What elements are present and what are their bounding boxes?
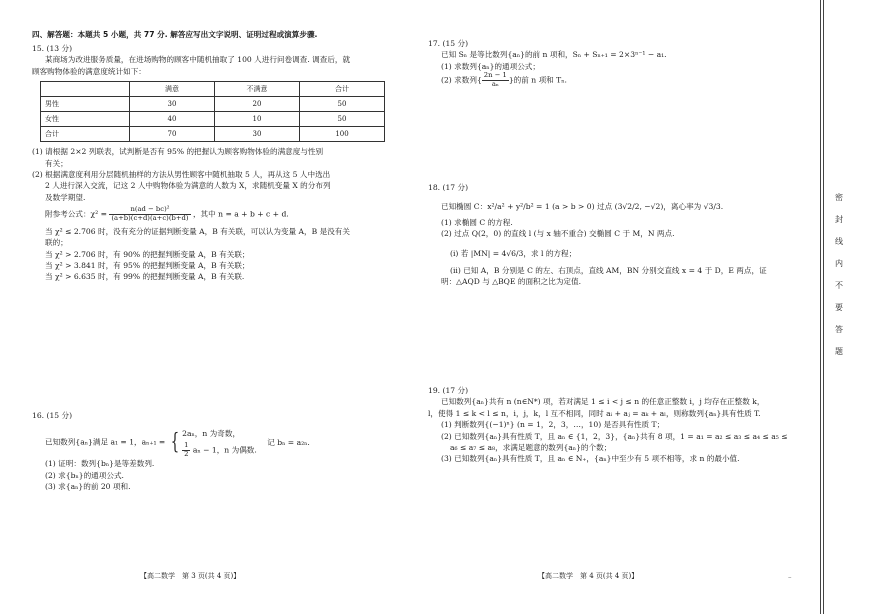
table-cell: 100 <box>300 127 385 142</box>
table-header-cell: 不满意 <box>215 82 300 97</box>
q17-part2-suffix: }的前 n 项和 Tₙ. <box>508 75 567 85</box>
q15-formula <box>32 206 418 223</box>
binding-char: 答 <box>835 325 843 334</box>
q19-part2-line-1: (2) 已知数列{aₙ}具有性质 T，且 aₙ ∈ {1，2，3}，{aₙ}共有 8 项，1 = a₁ = a₂ ≤ a₃ ≤ a₄ ≤ a₅ ≤ <box>441 431 788 441</box>
q19-number: 19. (17 分) <box>428 386 469 395</box>
q18-number: 18. (17 分) <box>428 183 469 192</box>
q18-part2-ii-line-1: (ⅱ) 已知 A，B 分别是 C 的左、右顶点，直线 AM，BN 分别交直线 x = 4 于 D，E 两点，证 <box>450 265 767 275</box>
question-17 <box>428 38 800 89</box>
q18-part2: (2) 过点 Q(2，0) 的直线 l (与 x 轴不重合) 交椭圆 C 于 M，N 两点. <box>441 229 675 239</box>
table-row <box>41 127 385 142</box>
q15-reference-line-1: 当 χ² ≤ 2.706 时，没有充分的证据判断变量 A，B 有关联，可以认为变量 A，B 是没有关 <box>45 226 350 236</box>
table-header-cell: 合计 <box>300 82 385 97</box>
q19-stem-line-1: 已知数列{aₙ}共有 n (n∈N*) 项，若对满足 1 ≤ i < j ≤ n 的任意正整数 i，j 均存在正整数 k， <box>441 397 765 407</box>
q16-case-2-text: aₙ − 1，n 为偶数. <box>192 445 257 455</box>
q15-part2-line-2: 2 人进行深入交流，记这 2 人中购物体验为满意的人数为 X，求随机变量 X 的分布列 <box>45 181 331 191</box>
q18-part1: (1) 求椭圆 C 的方程. <box>441 217 513 227</box>
q16-stem-prefix: 已知数列{aₙ}满足 a₁ = 1，aₙ₊₁ = <box>45 437 166 447</box>
question-16 <box>32 410 418 493</box>
table-row <box>41 97 385 112</box>
left-page <box>0 0 418 614</box>
table-cell: 30 <box>130 97 215 112</box>
binding-strip <box>800 0 870 614</box>
table-header-cell <box>41 82 130 97</box>
q15-reference-line-4: 当 χ² > 3.841 时，有 95% 的把握判断变量 A，B 有关联； <box>45 260 250 270</box>
q15-intro-line-1: 某商场为改进服务质量，在进场购物的顾客中随机抽取了 100 人进行问卷调查. 调查后，就 <box>45 55 351 65</box>
binding-line <box>820 0 821 614</box>
left-brace-icon: { <box>170 429 179 455</box>
table-cell: 合计 <box>41 127 130 142</box>
q15-reference-line-3: 当 χ² > 2.706 时，有 90% 的把握判断变量 A，B 有关联； <box>45 249 250 259</box>
binding-line <box>823 0 824 614</box>
half-denominator: 2 <box>184 449 189 458</box>
q15-part1-line-2: 有关； <box>45 158 68 168</box>
survey-table <box>40 81 385 142</box>
table-cell: 女性 <box>41 112 130 127</box>
footer-left: 【高二数学 第 3 页(共 4 页)】 <box>140 572 241 580</box>
table-cell: 50 <box>300 97 385 112</box>
binding-char: 内 <box>835 259 843 268</box>
q17-fraction <box>482 72 509 89</box>
q16-number: 16. (15 分) <box>32 411 73 420</box>
table-cell: 20 <box>215 97 300 112</box>
q16-case-1: 2aₙ，n 为奇数， <box>182 429 241 439</box>
q19-part3: (3) 已知数列{aₙ}具有性质 T，且 aₙ ∈ N₊，{aₙ}中至少有 5 项不相等，求 n 的最小值. <box>441 454 740 464</box>
q16-case-2 <box>182 442 257 459</box>
q15-reference-line-2: 联的； <box>45 238 68 248</box>
binding-text <box>832 192 846 368</box>
footer-right: 【高二数学 第 4 页(共 4 页)】 <box>538 572 639 580</box>
table-cell: 30 <box>215 127 300 142</box>
q16-stem-suffix: 记 bₙ = a₂ₙ. <box>267 437 310 447</box>
q17-part1: (1) 求数列{aₙ}的通项公式； <box>441 61 540 71</box>
q16-part1: (1) 证明：数列{bₙ}是等差数列. <box>45 459 155 469</box>
table-cell: 男性 <box>41 97 130 112</box>
section-header: 四、解答题：本题共 5 小题，共 77 分. 解答应写出文字说明、证明过程或演算步骤. <box>32 30 318 39</box>
table-cell: 10 <box>215 112 300 127</box>
q18-part2-ii-line-2: 明：△AQD 与 △BQE 的面积之比为定值. <box>441 277 582 287</box>
q16-piecewise <box>182 427 257 458</box>
formula-numerator: n(ad − bc)² <box>109 206 190 215</box>
q15-intro-line-2: 顾客购物体验的满意度统计如下： <box>32 66 146 76</box>
q15-part2-line-1: (2) 根据满意度利用分层随机抽样的方法从男性顾客中随机抽取 5 人，再从这 5 人中选出 <box>32 169 331 179</box>
q16-part2: (2) 求{bₙ}的通项公式. <box>45 470 124 480</box>
q17-fraction-denominator: aₙ <box>491 79 499 88</box>
formula-denominator: (a+b)(c+d)(a+c)(b+d) <box>111 213 189 222</box>
question-15 <box>32 43 418 283</box>
right-page <box>418 0 800 614</box>
q19-part1: (1) 判断数列{(−1)ⁿ} (n = 1，2，3，…，10) 是否具有性质 T； <box>441 420 665 430</box>
q15-reference-line-5: 当 χ² > 6.635 时，有 99% 的把握判断变量 A，B 有关联. <box>45 272 245 282</box>
binding-char: 封 <box>835 215 843 224</box>
q17-fraction-numerator: 2n − 1 <box>483 71 507 80</box>
q17-stem: 已知 Sₙ 是等比数列{aₙ}的前 n 项和，Sₙ + Sₙ₊₁ = 2×3ⁿ⁻¹ − a₁. <box>441 50 667 60</box>
table-row <box>41 112 385 127</box>
table-cell: 70 <box>130 127 215 142</box>
binding-char: 题 <box>835 347 843 356</box>
q17-number: 17. (15 分) <box>428 39 469 48</box>
q16-stem <box>32 427 418 458</box>
table-cell: 40 <box>130 112 215 127</box>
half-numerator: 1 <box>184 440 189 449</box>
q17-part2-prefix: (2) 求数列{ <box>441 75 482 85</box>
question-18 <box>428 182 800 288</box>
q18-part2-i: (ⅰ) 若 |MN| = 4√6/3，求 l 的方程； <box>450 248 577 258</box>
q17-part2 <box>428 72 800 89</box>
table-header-cell: 满意 <box>130 82 215 97</box>
q15-number: 15. (13 分) <box>32 44 73 53</box>
question-19 <box>428 385 800 465</box>
q15-part2-line-3: 及数学期望. <box>45 192 86 202</box>
half-fraction <box>182 442 190 459</box>
table-cell: 50 <box>300 112 385 127</box>
binding-char: 密 <box>835 193 843 202</box>
binding-char: 线 <box>835 237 843 246</box>
q19-part2-line-2: a₆ ≤ a₇ ≤ a₈，求满足题意的数列{aₙ}的个数； <box>450 442 612 452</box>
formula-suffix: ，其中 n = a + b + c + d. <box>192 209 289 219</box>
q18-stem: 已知椭圆 C：x²/a² + y²/b² = 1 (a > b > 0) 过点 (3√2/2, −√2)，离心率为 √3/3. <box>441 202 724 212</box>
q16-part3: (3) 求{aₙ}的前 20 项和. <box>45 482 131 492</box>
chi-square-fraction <box>109 206 190 223</box>
binding-char: 不 <box>835 281 843 290</box>
q19-stem-line-2: l，使得 1 ≤ k < l ≤ n，i，j，k，l 互不相同，同时 aᵢ + aⱼ = aₖ + aₗ，则称数列{aₙ}具有性质 T. <box>428 408 761 418</box>
binding-char: 要 <box>835 303 843 312</box>
corner-mark-icon: – <box>788 573 792 581</box>
table-header-row <box>41 82 385 97</box>
q15-part1-line-1: (1) 请根据 2×2 列联表，试判断是否有 95% 的把握认为顾客购物体验的满意度与性别 <box>32 147 324 157</box>
formula-prefix: 附参考公式：χ² = <box>45 209 107 219</box>
